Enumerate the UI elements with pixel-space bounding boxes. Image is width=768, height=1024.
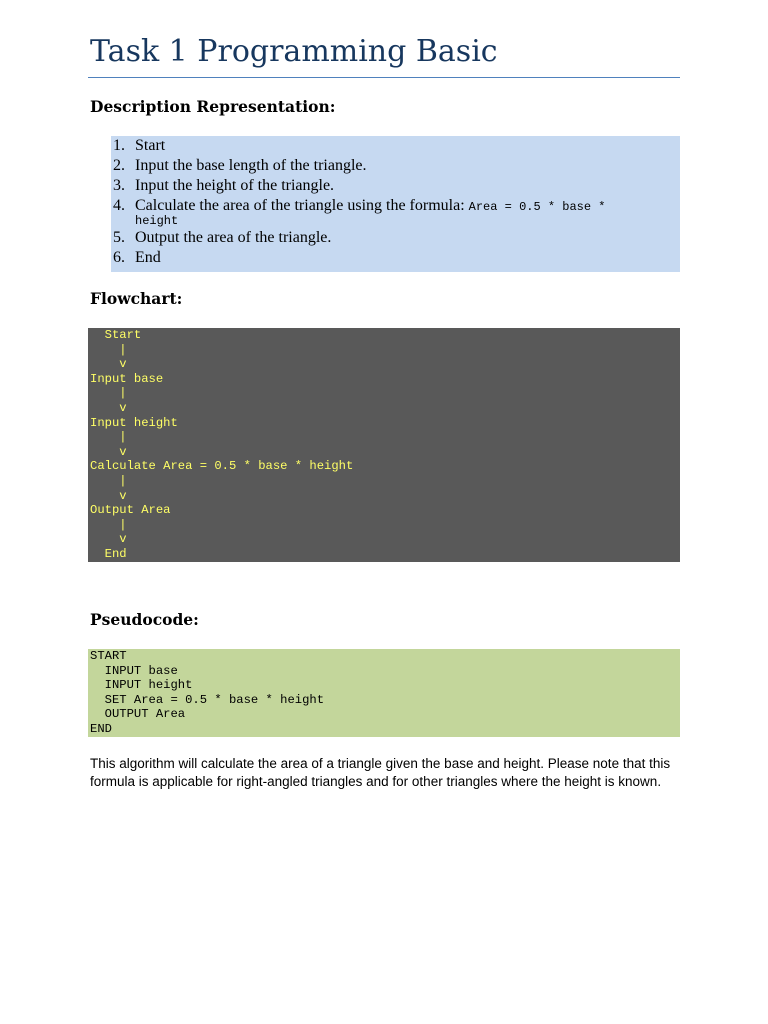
description-heading: Description Representation: xyxy=(90,97,336,116)
formula-code-continued: height xyxy=(135,214,179,228)
explanation-paragraph: This algorithm will calculate the area of a triangle given the base and height. Please note that this formula is applicable for right-angled triangles and for other triangles where the height is known. xyxy=(90,756,671,789)
step-number: 1. xyxy=(113,137,125,154)
step-number: 5. xyxy=(113,229,125,246)
list-item xyxy=(111,156,680,176)
description-steps-list xyxy=(111,136,680,272)
step-text: Start xyxy=(135,137,166,154)
flowchart-code-block: Start | v Input base | v Input height | v Calculate Area = 0.5 * base * height | v Output Area | v End xyxy=(88,328,680,562)
formula-code: Area = 0.5 * base * xyxy=(468,200,606,214)
pseudocode-heading: Pseudocode: xyxy=(90,610,199,629)
flowchart-heading: Flowchart: xyxy=(90,289,183,308)
step-text: Output the area of the triangle. xyxy=(135,229,332,246)
step-text: Calculate the area of the triangle using the formula: xyxy=(135,197,469,214)
step-number: 2. xyxy=(113,157,125,174)
step-number: 6. xyxy=(113,249,125,266)
list-item xyxy=(111,248,680,268)
title-underline xyxy=(88,77,680,78)
list-item xyxy=(111,136,680,156)
step-text: End xyxy=(135,249,161,266)
step-text: Input the height of the triangle. xyxy=(135,177,335,194)
step-number: 4. xyxy=(113,197,125,214)
list-item xyxy=(111,196,680,228)
list-item xyxy=(111,228,680,248)
list-item xyxy=(111,176,680,196)
pseudocode-code-block: START INPUT base INPUT height SET Area = 0.5 * base * height OUTPUT Area END xyxy=(88,649,680,737)
document-title: Task 1 Programming Basic xyxy=(90,34,498,69)
step-text: Input the base length of the triangle. xyxy=(135,157,367,174)
step-number: 3. xyxy=(113,177,125,194)
